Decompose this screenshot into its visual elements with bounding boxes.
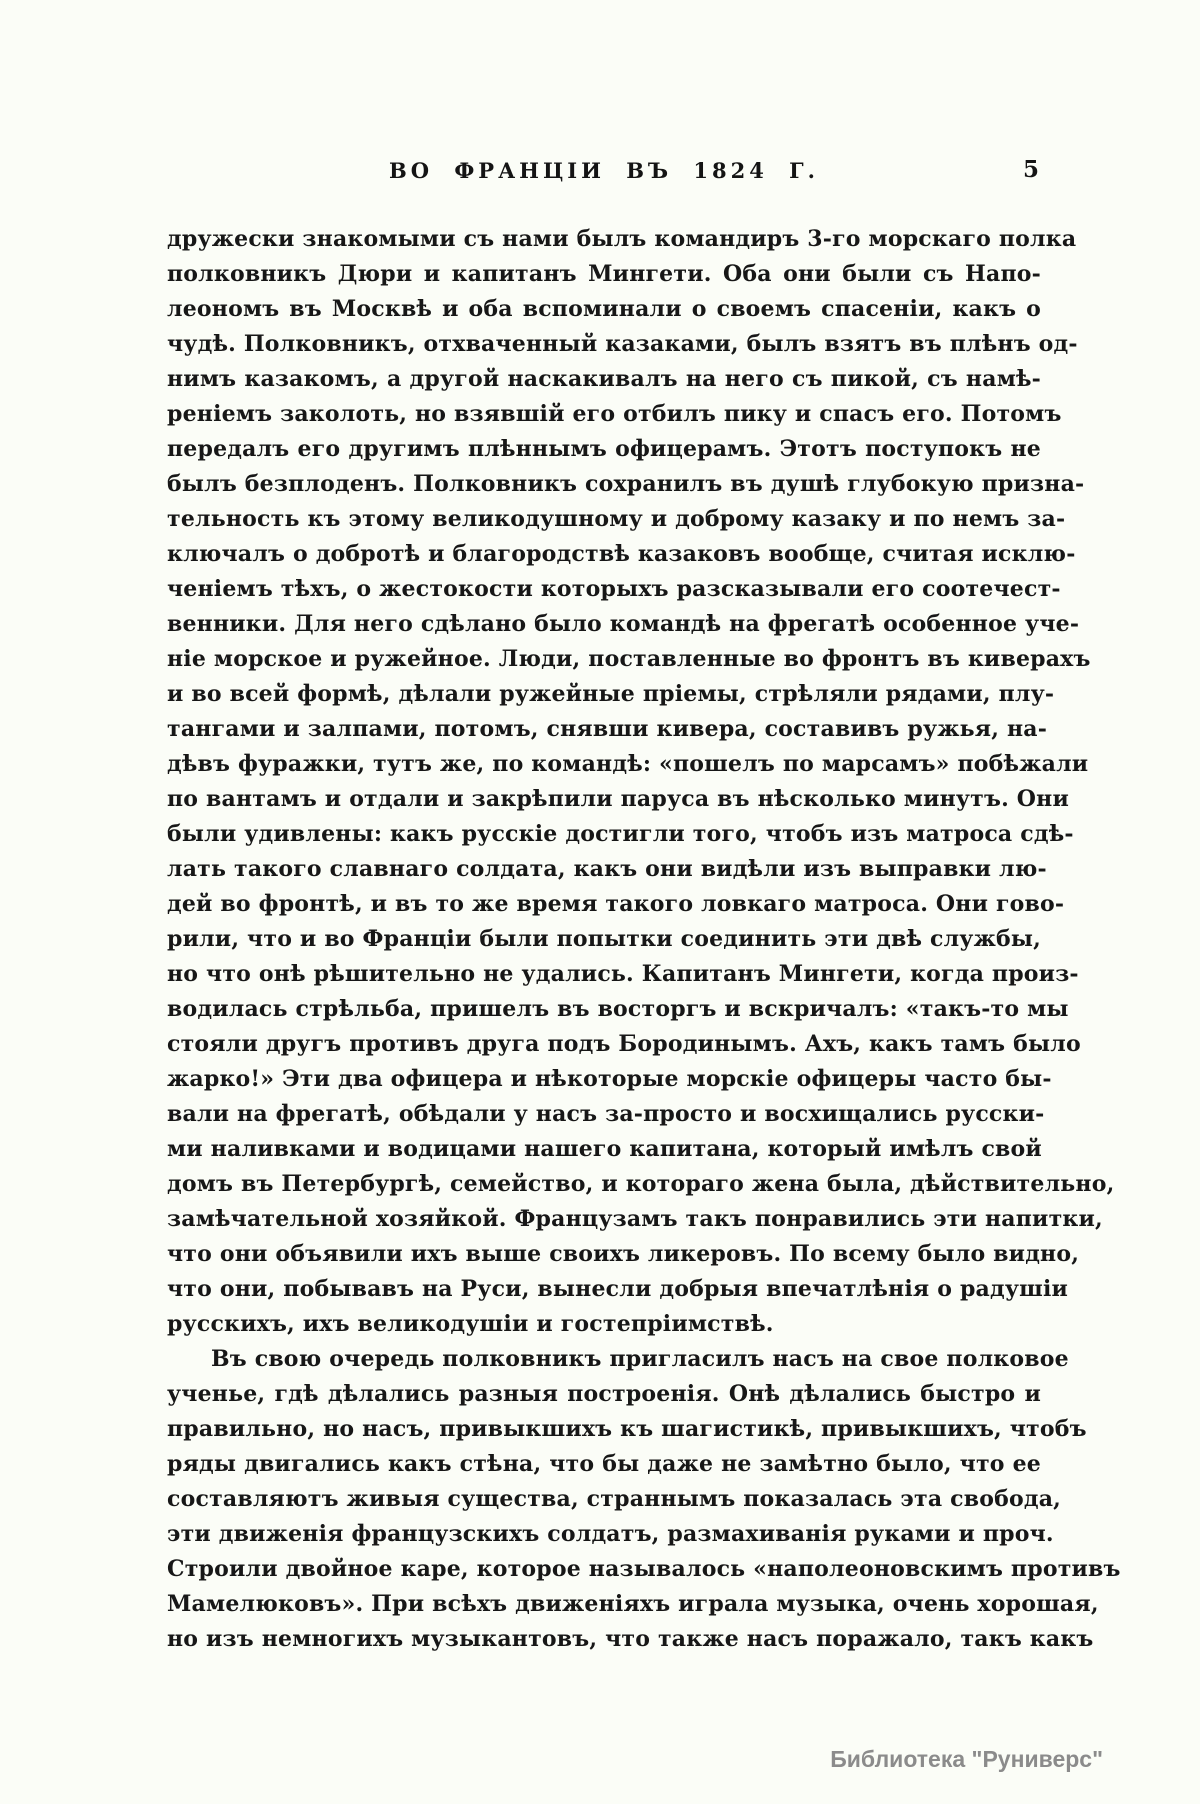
text-line: былъ безплоденъ. Полковникъ сохранилъ въ душѣ глубокую призна- (167, 471, 1085, 497)
text-line: что они, побывавъ на Руси, вынесли добрыя впечатлѣнія о радушіи (167, 1276, 1069, 1302)
text-line: ми наливками и водицами нашего капитана, который имѣлъ свой (167, 1136, 1042, 1162)
running-header (167, 148, 1041, 188)
text-line: домъ въ Петербургѣ, семейство, и котораго жена была, дѣйствительно, (167, 1171, 1115, 1197)
text-line: нимъ казакомъ, а другой наскакивалъ на него съ пикой, съ намѣ- (167, 366, 1041, 392)
text-line: ученье, гдѣ дѣлались разныя построенія. Онѣ дѣлались быстро и (167, 1381, 1041, 1407)
text-line: эти движенія французскихъ солдатъ, размахиванія руками и проч. (167, 1521, 1054, 1547)
text-line: вали на фрегатѣ, обѣдали у насъ за-просто и восхищались русски- (167, 1101, 1045, 1127)
text-line: русскихъ, ихъ великодушіи и гостепріимствѣ. (167, 1311, 774, 1337)
text-line: лать такого славнаго солдата, какъ они видѣли изъ выправки лю- (167, 856, 1047, 882)
text-line: ряды двигались какъ стѣна, что бы даже не замѣтно было, что ее (167, 1451, 1041, 1477)
text-block (167, 148, 1121, 1657)
text-line: тангами и залпами, потомъ, снявши кивера, составивъ ружья, на- (167, 716, 1048, 742)
text-line: были удивлены: какъ русскіе достигли того, чтобъ изъ матроса сдѣ- (167, 821, 1074, 847)
text-line: Строили двойное каре, которое называлось «наполеоновскимъ противъ (167, 1556, 1121, 1582)
text-line: но изъ немногихъ музыкантовъ, что также насъ поражало, такъ какъ (167, 1626, 1094, 1652)
text-line: полковникъ Дюри и капитанъ Мингети. Оба они были съ Напо- (167, 261, 1041, 287)
text-line: Въ свою очередь полковникъ пригласилъ насъ на свое полковое (211, 1346, 1069, 1372)
text-line: передалъ его другимъ плѣннымъ офицерамъ. Этотъ поступокъ не (167, 436, 1041, 462)
text-line: рили, что и во Франціи были попытки соединить эти двѣ службы, (167, 926, 1041, 952)
text-line: ченіемъ тѣхъ, о жестокости которыхъ разсказывали его соотечест- (167, 576, 1061, 602)
text-line: стояли другъ противъ друга подъ Бородинымъ. Ахъ, какъ тамъ было (167, 1031, 1081, 1057)
text-line: по вантамъ и отдали и закрѣпили паруса въ нѣсколько минутъ. Они (167, 786, 1069, 812)
text-line: дей во фронтѣ, и въ то же время такого ловкаго матроса. Они гово- (167, 891, 1065, 917)
text-line: что они объявили ихъ выше своихъ ликеровъ. По всему было видно, (167, 1241, 1080, 1267)
text-line: дѣвъ фуражки, тутъ же, по командѣ: «пошелъ по марсамъ» побѣжали (167, 751, 1089, 777)
text-line: дружески знакомыми съ нами былъ командиръ 3-го морскаго полка (167, 226, 1077, 252)
text-line: леономъ въ Москвѣ и оба вспоминали о своемъ спасеніи, какъ о (167, 296, 1041, 322)
text-line: ніе морское и ружейное. Люди, поставленные во фронтъ въ киверахъ (167, 646, 1091, 672)
page-number: 5 (1022, 156, 1039, 183)
text-line: составляютъ живыя существа, страннымъ показалась эта свобода, (167, 1486, 1062, 1512)
text-line: но что онѣ рѣшительно не удались. Капитанъ Мингети, когда произ- (167, 961, 1079, 987)
text-line: венники. Для него сдѣлано было командѣ на фрегатѣ особенное уче- (167, 611, 1080, 637)
text-line: и во всей формѣ, дѣлали ружейные пріемы, стрѣляли рядами, плу- (167, 681, 1055, 707)
text-line: водилась стрѣльба, пришелъ въ восторгъ и вскричалъ: «такъ-то мы (167, 996, 1069, 1022)
text-line: тельность къ этому великодушному и доброму казаку и по немъ за- (167, 506, 1066, 532)
text-body (167, 222, 1121, 1657)
library-watermark: Библиотека "Руниверс" (830, 1746, 1103, 1772)
text-line: ключалъ о добротѣ и благородствѣ казаковъ вообще, считая исклю- (167, 541, 1076, 567)
text-line: правильно, но насъ, привыкшихъ къ шагистикѣ, привыкшихъ, чтобъ (167, 1416, 1087, 1442)
page-header-title: ВО ФРАНЦІИ ВЪ 1824 Г. (389, 158, 819, 183)
text-line: реніемъ заколоть, но взявшій его отбилъ пику и спасъ его. Потомъ (167, 401, 1062, 427)
text-line: Мамелюковъ». При всѣхъ движеніяхъ играла музыка, очень хорошая, (167, 1591, 1099, 1617)
text-line: жарко!» Эти два офицера и нѣкоторые морскіе офицеры часто бы- (167, 1066, 1052, 1092)
text-line: замѣчательной хозяйкой. Французамъ такъ понравились эти напитки, (167, 1206, 1103, 1232)
text-line: чудѣ. Полковникъ, отхваченный казаками, былъ взятъ въ плѣнъ од- (167, 331, 1078, 357)
